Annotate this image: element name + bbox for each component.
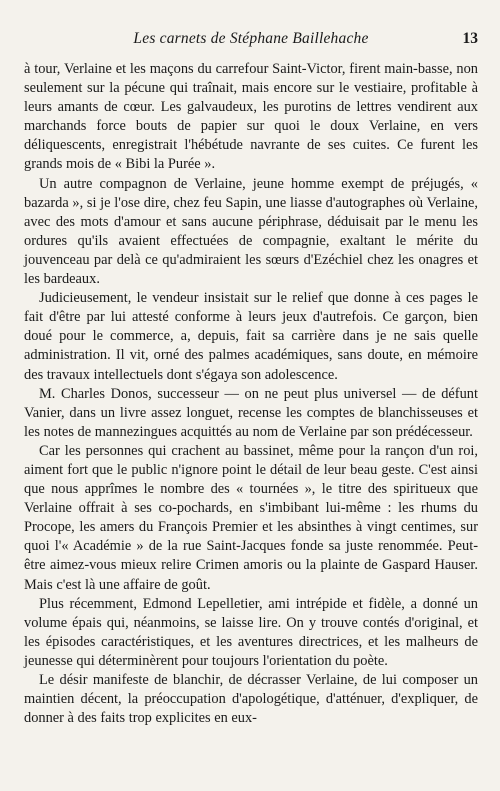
paragraph-6: Plus récemment, Edmond Lepelletier, ami intrépide et fidèle, a donné un volume épais qui, néanmoins, se laisse lire. On y trouve contés d'original, et les épisodes caractéristiques, et les aventures directrices, et les malheurs de jeunesse qui déterminèrent pour toujours l'orientation du poète. xyxy=(24,595,478,669)
page-header xyxy=(24,30,478,52)
body-text xyxy=(24,60,478,728)
paragraph-2: Un autre compagnon de Verlaine, jeune homme exempt de préjugés, « bazarda », si je l'ose dire, chez feu Sapin, une liasse d'autographes où Verlaine, avec des mots d'amour et sans aucune périphrase, déduisait par le menu les ordures qu'ils avaient effectuées de compagnie, exaltant le mérite du jouvenceau par delà ce qu'admiraient les sœurs d'Ezéchiel chez les onagres et les bardeaux. xyxy=(24,175,478,288)
paragraph-5: Car les personnes qui crachent au bassinet, même pour la rançon d'un roi, aiment fort que le public n'ignore point le détail de leur beau geste. C'est ainsi que nous apprîmes le nombre des « tournées », le titre des spiritueux que Verlaine offrait à ses co-pochards, en s'imbibant lui-même : les rhums du Procope, les amers du François Premier et les absinthes à vingt centimes, sur quoi l'« Académie » de la rue Saint-Jacques fonde sa juste renommée. Peut-être aimez-vous mieux relire Crimen amoris ou la plainte de Gaspard Hauser. Mais c'est là une affaire de goût. xyxy=(24,442,478,593)
running-title: Les carnets de Stéphane Baillehache xyxy=(133,30,369,47)
paragraph-1: à tour, Verlaine et les maçons du carrefour Saint-Victor, firent main-basse, non seulement sur la pécune qui traînait, mais encore sur le vestiaire, profitable à leurs amants de cœur. Les galvaudeux, les purotins de lettres vendirent aux marchands force bouts de papier sur quoi le doux Verlaine, en vers déliquescents, enregistrait l'hébétude navrante de ses cuites. Ce furent les grands mois de « Bibi la Purée ». xyxy=(24,61,478,173)
paragraph-4: M. Charles Donos, successeur — on ne peut plus universel — de défunt Vanier, dans un livre assez longuet, recense les comptes de blanchisseuses et les notes de mannezingues acquittés au nom de Verlaine par son prédécesseur. xyxy=(24,385,478,440)
page-number: 13 xyxy=(462,30,478,47)
paragraph-3: Judicieusement, le vendeur insistait sur le relief que donne à ces pages le fait d'être par lui attesté conforme à leurs jeux d'autrefois. Ce garçon, bien doué pour le commerce, a, depuis, fait sa carrière dans je ne sais quelle administration. Il vit, orné des palmes académiques, sans doute, en mémoire des travaux intellectuels dont s'égaya son adolescence. xyxy=(24,290,478,383)
paragraph-7: Le désir manifeste de blanchir, de décrasser Verlaine, de lui composer un maintien décent, la préoccupation d'apologétique, d'atténuer, d'expliquer, de donner à des faits trop explicites en eux- xyxy=(24,672,478,727)
